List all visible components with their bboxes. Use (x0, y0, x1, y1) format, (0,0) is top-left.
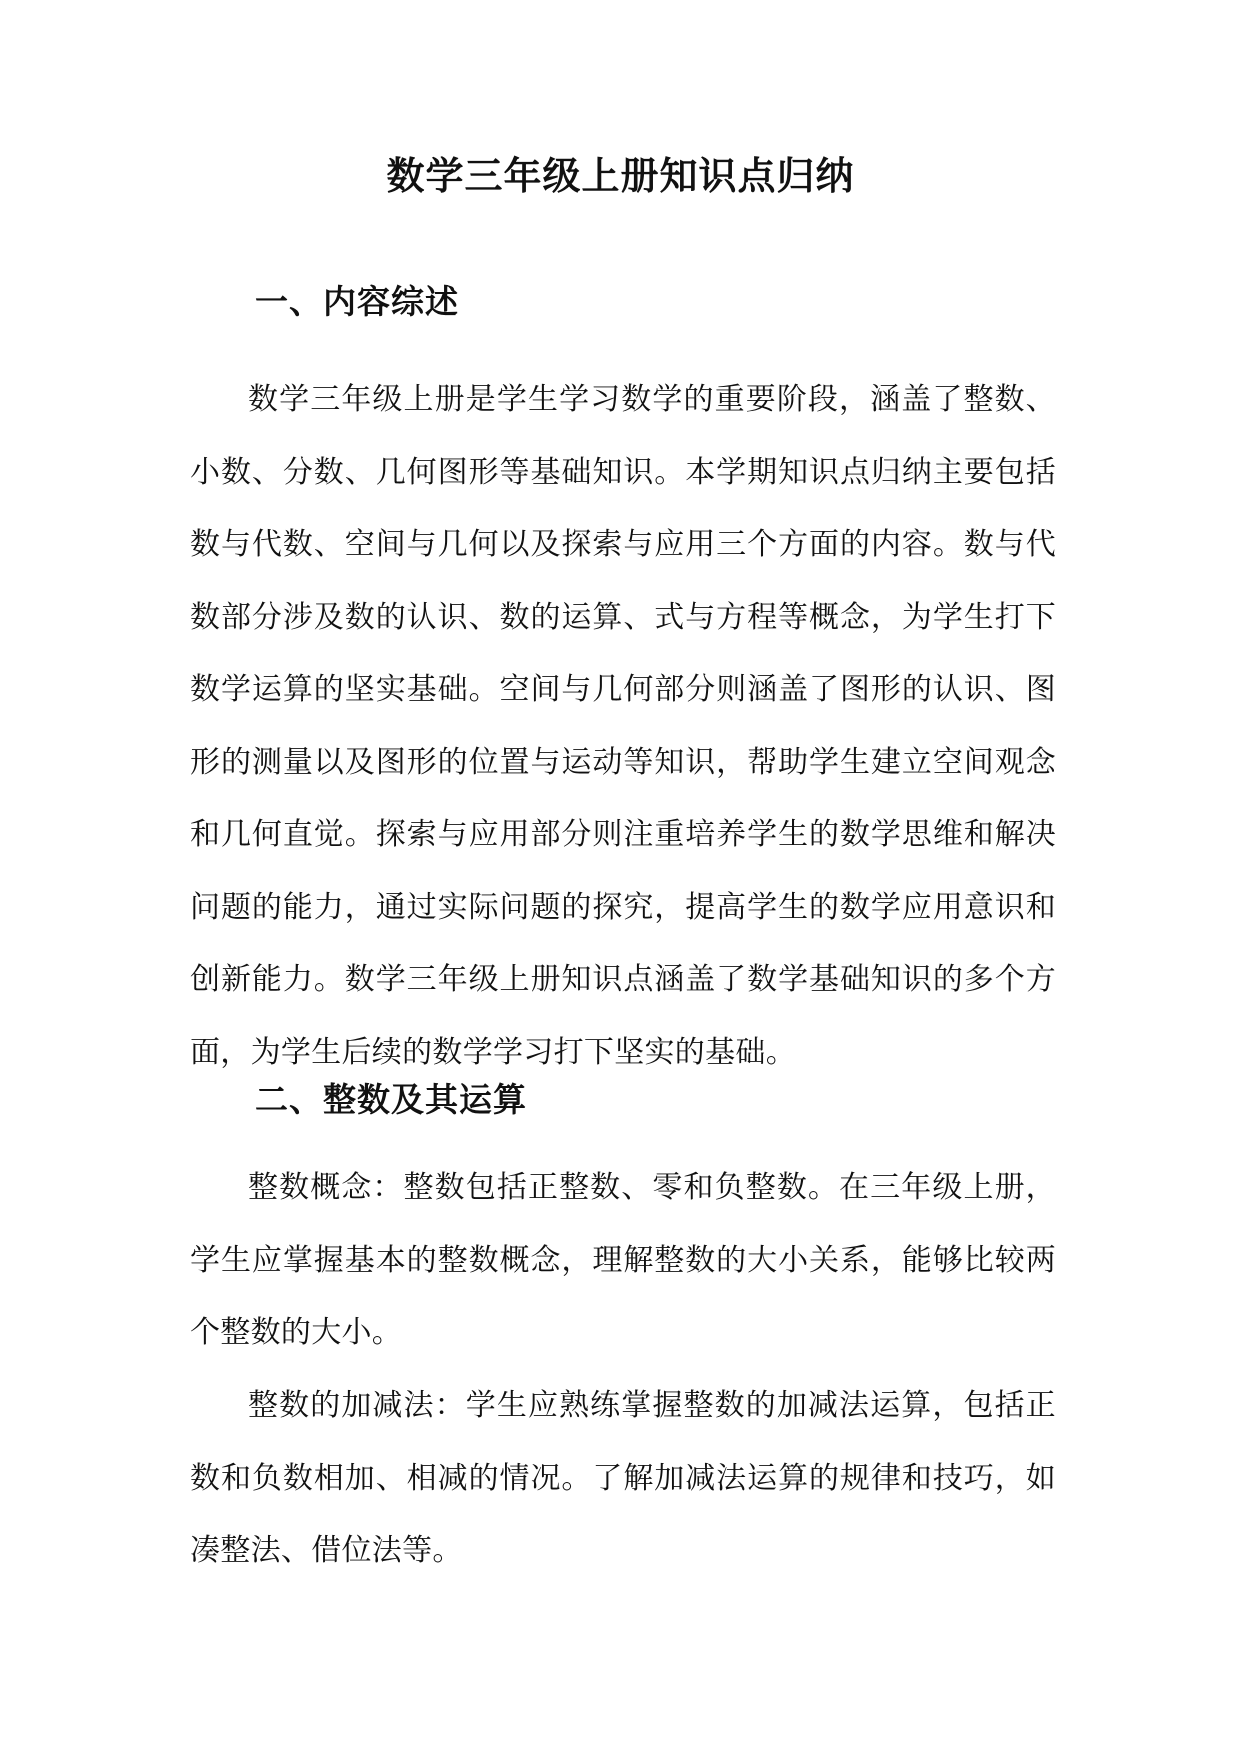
paragraph-overview: 数学三年级上册是学生学习数学的重要阶段，涵盖了整数、小数、分数、几何图形等基础知识。本学期知识点归纳主要包括数与代数、空间与几何以及探索与应用三个方面的内容。数与代数部分涉及数的认识、数的运算、式与方程等概念，为学生打下数学运算的坚实基础。空间与几何部分则涵盖了图形的认识、图形的测量以及图形的位置与运动等知识，帮助学生建立空间观念和几何直觉。探索与应用部分则注重培养学生的数学思维和解决问题的能力，通过实际问题的探究，提高学生的数学应用意识和创新能力。数学三年级上册知识点涵盖了数学基础知识的多个方面，为学生后续的数学学习打下坚实的基础。 (190, 382, 1056, 1070)
section-heading-overview: 一、内容综述 (255, 282, 459, 321)
paragraph-integer-concept: 整数概念：整数包括正整数、零和负整数。在三年级上册，学生应掌握基本的整数概念，理解整数的大小关系，能够比较两个整数的大小。 (190, 1170, 1056, 1350)
document-title: 数学三年级上册知识点归纳 (386, 153, 855, 198)
paragraph-integer-add-subtract: 整数的加减法：学生应熟练掌握整数的加减法运算，包括正数和负数相加、相减的情况。了解加减法运算的规律和技巧，如凑整法、借位法等。 (190, 1388, 1056, 1568)
section-heading-integers: 二、整数及其运算 (255, 1080, 527, 1119)
